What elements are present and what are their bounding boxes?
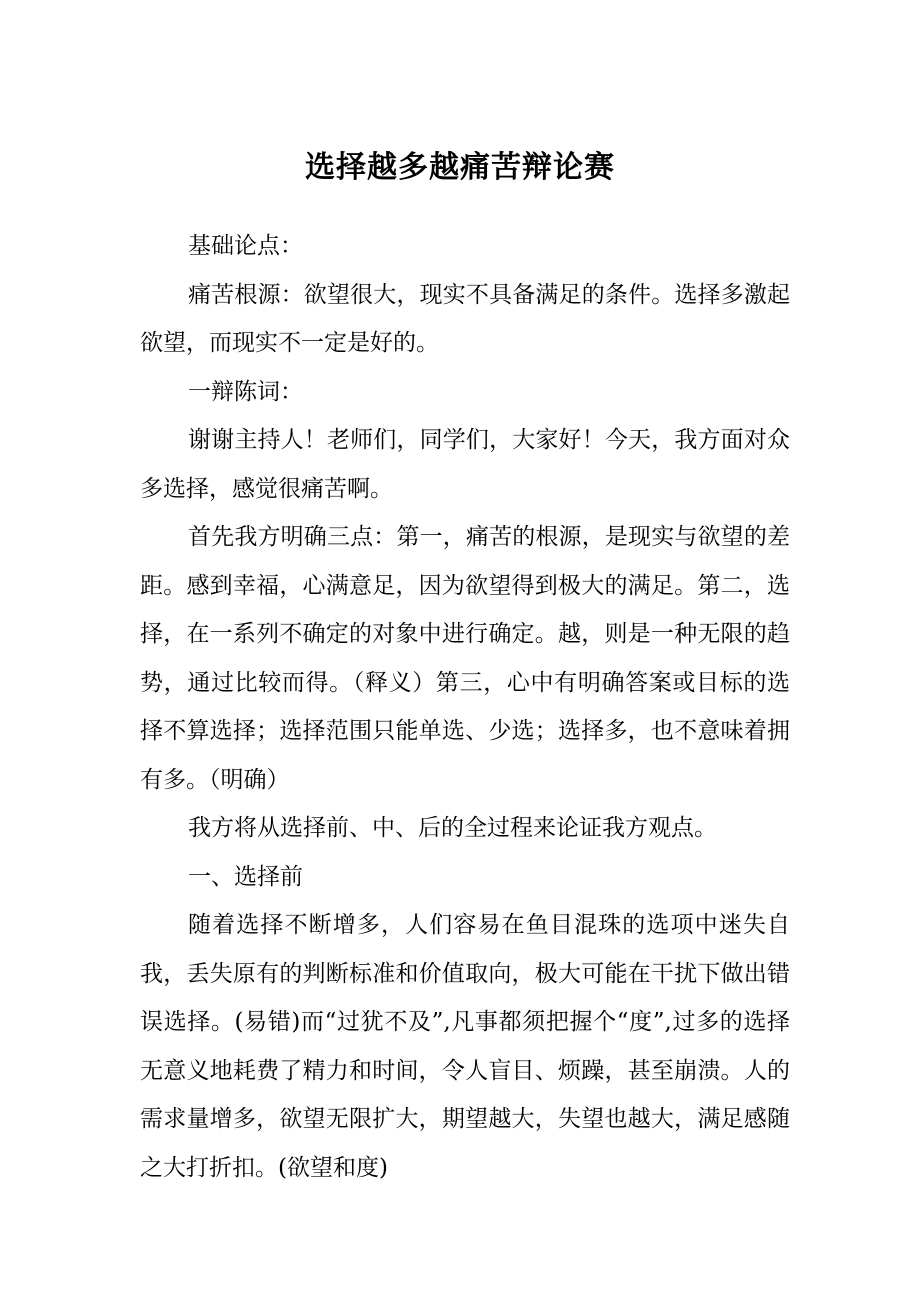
document-body — [140, 222, 790, 1192]
paragraph-argument-overview: 我方将从选择前、中、后的全过程来论证我方观点。 — [188, 815, 717, 841]
paragraph-pain-source: 痛苦根源：欲望很大，现实不具备满足的条件。选择多激起欲望，而现实不一定是好的。 — [140, 281, 790, 356]
paragraph-section-before-choice: 一、选择前 — [188, 863, 303, 890]
paragraph-before-choice-content: 随着选择不断增多，人们容易在鱼目混珠的选项中迷失自我，丢失原有的判断标准和价值取向，极大可能在干扰下做出错误选择。(易错)而“过犹不及”,凡事都须把握个“度”,过多的选择无意义地耗费了精力和时间，令人盲目、烦躁，甚至崩溃。人的需求量增多，欲望无限扩大，期望越大，失望也越大，满足感随之大打折扣。(欲望和度) — [140, 912, 790, 1181]
document-title: 选择越多越痛苦辩论赛 — [305, 150, 615, 185]
paragraph-three-points: 首先我方明确三点：第一，痛苦的根源，是现实与欲望的差距。感到幸福，心满意足，因为欲望得到极大的满足。第二，选择，在一系列不确定的对象中进行确定。越，则是一种无限的趋势，通过比较而得。（释义）第三，心中有明确答案或目标的选择不算选择；选择范围只能单选、少选；选择多，也不意味着拥有多。（明确） — [140, 524, 790, 793]
paragraph-basic-argument-heading: 基础论点： — [188, 233, 303, 259]
paragraph-first-speaker-heading: 一辩陈词： — [188, 378, 303, 405]
paragraph-greeting: 谢谢主持人！老师们，同学们，大家好！今天，我方面对众多选择，感觉很痛苦啊。 — [140, 427, 790, 502]
